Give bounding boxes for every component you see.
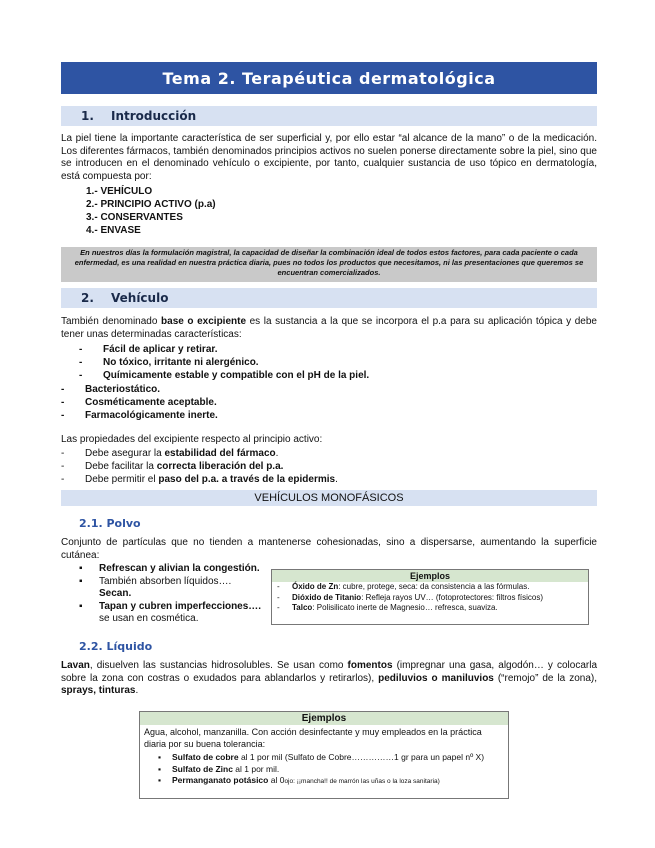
list-item: 1.- VEHÍCULO [86,186,153,197]
example-text: al 1 por mil (Sulfato de Cobre……………1 gr para un papel nº X) [238,752,485,762]
text-span: . [135,685,139,696]
example-item: - Óxido de Zn: cubre, protege, seca: da consistencia a las fórmulas. [277,582,530,591]
list-item-text: se usan en cosmética. [99,613,199,624]
list-item: ▪ Tapan y cubren imperfecciones…. se usan en cosmética. [79,600,262,624]
text-span: (impregnar una gasa, algodón… y colocarla sobre la zona con costras o exudados para ablandarlos y retirarlos), [61,660,598,684]
example-item: ▪ Sulfato de cobre al 1 por mil (Sulfato de Cobre……………1 gr para un papel nº X) [158,752,485,762]
polvo-paragraph: Conjunto de partículas que no tienden a mantenerse cohesionadas, sino a dispersarse, aumentando la superficie cutánea: [61,537,597,561]
bold-term: Sulfato de Zinc [172,763,233,774]
bold-term: paso del p.a. a través de la epidermis [158,474,336,485]
bold-term: Sulfato de cobre [172,752,239,762]
liquido-examples-box [139,711,509,799]
bold-term: pediluvios o maniluvios [378,672,494,684]
list-item: - No tóxico, irritante ni alergénico. [79,357,259,368]
bold-term: Tapan y cubren imperfecciones…. [99,600,262,612]
subsection-heading-liquido: 2.2. Líquido [79,640,153,653]
section-title: Introducción [111,109,197,123]
list-item: 3.- CONSERVANTES [86,212,183,223]
monophasic-heading: VEHÍCULOS MONOFÁSICOS [61,490,597,506]
example-text: : Polisilicato inerte de Magnesio… refresca, suaviza. [312,603,498,612]
bold-term: correcta liberación del p.a. [156,461,284,472]
characteristics-list-indented [79,343,369,382]
text-span: (“remojo” de la zona), [493,672,597,684]
bold-term: estabilidad del fármaco [164,448,276,459]
examples-paragraph: Agua, alcohol, manzanilla. Con acción desinfectante y muy empleados en la práctica diaria por su buena tolerancia: [144,727,482,749]
text-span: Debe permitir el [85,474,159,485]
list-item-text: Bacteriostático. [85,384,161,395]
properties-intro: Las propiedades del excipiente respecto al principio activo: [61,434,323,445]
bold-term: Permanganato potásico [172,775,269,785]
example-item: ▪ Sulfato de Zinc al 1 por mil. [158,763,280,774]
vehiculo-paragraph [61,316,597,341]
text-span: es la sustancia a la que se incorpora el p.a para su aplicación tópica y debe tener unas determinadas características: [61,316,597,340]
list-item: - Debe permitir el paso del p.a. a través de la epidermis. [61,474,338,485]
list-item: ▪ También absorben líquidos…. Secan. [79,575,232,599]
examples-heading: Ejemplos [272,570,588,582]
text-span: . [335,474,338,485]
list-item: - Debe facilitar la correcta liberación del p.a. [61,461,284,472]
section-heading-vehiculo [61,288,597,308]
list-item-text: Químicamente estable y compatible con el pH de la piel. [103,370,370,381]
example-text: : Refleja rayos UV… (fotoprotectores: filtros físicos) [361,592,544,602]
list-item: - Debe asegurar la estabilidad del fármaco. [61,448,279,459]
bold-term: Dióxido de Titanio [292,592,362,602]
list-item: 2.- PRINCIPIO ACTIVO (p.a) [86,199,216,210]
section-title: Vehículo [111,291,169,305]
text-span: También denominado [61,316,162,327]
example-item: ▪ Permanganato potásico al 0ojo: ¡¡mancha!! de marrón las uñas o la loza sanitaria) [158,775,440,785]
section-heading-intro [61,106,597,126]
page-title-text: Tema 2. Terapéutica dermatológica [162,68,496,88]
bold-term: Talco [292,603,313,612]
bold-term: Secan. [99,588,132,599]
text-span: , disuelven las sustancias hidrosolubles. Se usan como [89,660,348,671]
examples-heading: Ejemplos [140,712,508,725]
subsection-heading-polvo: 2.1. Polvo [79,517,141,530]
example-item: - Talco: Polisilicato inerte de Magnesio… refresca, suaviza. [277,603,498,612]
text-span: . [275,448,279,459]
example-small-text: ojo: ¡¡mancha!! de marrón las uñas o la loza sanitaria) [284,778,440,785]
characteristics-list [61,383,218,422]
section-number: 1. [81,109,94,123]
list-item: ▪ Refrescan y alivian la congestión. [79,563,260,574]
list-item-text: Fácil de aplicar y retirar. [103,344,218,355]
composition-list [86,185,216,237]
bold-term: Óxido de Zn [292,582,339,591]
polvo-examples-box [271,569,589,625]
list-item: - Químicamente estable y compatible con el pH de la piel. [79,370,370,381]
liquido-paragraph [61,660,597,698]
example-text: al 1 por mil. [232,763,280,774]
text-span: Debe facilitar la [85,461,157,472]
example-text: : cubre, protege, seca: da consistencia a las fórmulas. [338,582,530,591]
note-box: En nuestros días la formulación magistral, la capacidad de diseñar la combinación ideal de todos estos factores, para cada paciente o cada enfermedad, es una realidad en nuestra práctica diaria, pues no todos los productos que necesitamos, ni las presentaciones que queremos se encuentran comercializados. [61,247,597,282]
list-item-text: No tóxico, irritante ni alergénico. [103,357,259,368]
list-item: - Farmacológicamente inerte. [61,410,218,421]
list-item-text: Farmacológicamente inerte. [85,410,218,421]
bold-term: Lavan [61,660,90,671]
list-item-text: Cosméticamente aceptable. [85,397,217,408]
bold-term: sprays, tinturas [61,685,136,696]
section-number: 2. [81,291,94,305]
list-item-text: También absorben líquidos…. [99,575,232,587]
polvo-bullets [79,563,264,626]
list-item: 4.- ENVASE [86,225,141,236]
bold-term: base o excipiente [161,316,247,327]
list-item: - Bacteriostático. [61,384,161,395]
bold-term: fomentos [347,660,393,671]
example-text: al 0 [268,775,285,785]
text-span: Debe asegurar la [85,448,165,459]
page-title [61,62,597,94]
list-item: - Fácil de aplicar y retirar. [79,344,218,355]
intro-paragraph: La piel tiene la importante característica de ser superficial y, por ello estar “al alcance de la mano” o de la medicación. Los diferentes fármacos, también denominados principios activos no suelen ponerse directamente sobre la piel, sino que se introducen en el denominado vehículo o excipiente, por tanto, cualquier sustancia de uso tópico en dermatología, está compuesta por: [61,133,597,182]
list-item: - Cosméticamente aceptable. [61,397,217,408]
list-item-text: Refrescan y alivian la congestión. [99,563,260,574]
properties-list [61,447,338,486]
example-item: - Dióxido de Titanio: Refleja rayos UV… (fotoprotectores: filtros físicos) [277,592,544,602]
